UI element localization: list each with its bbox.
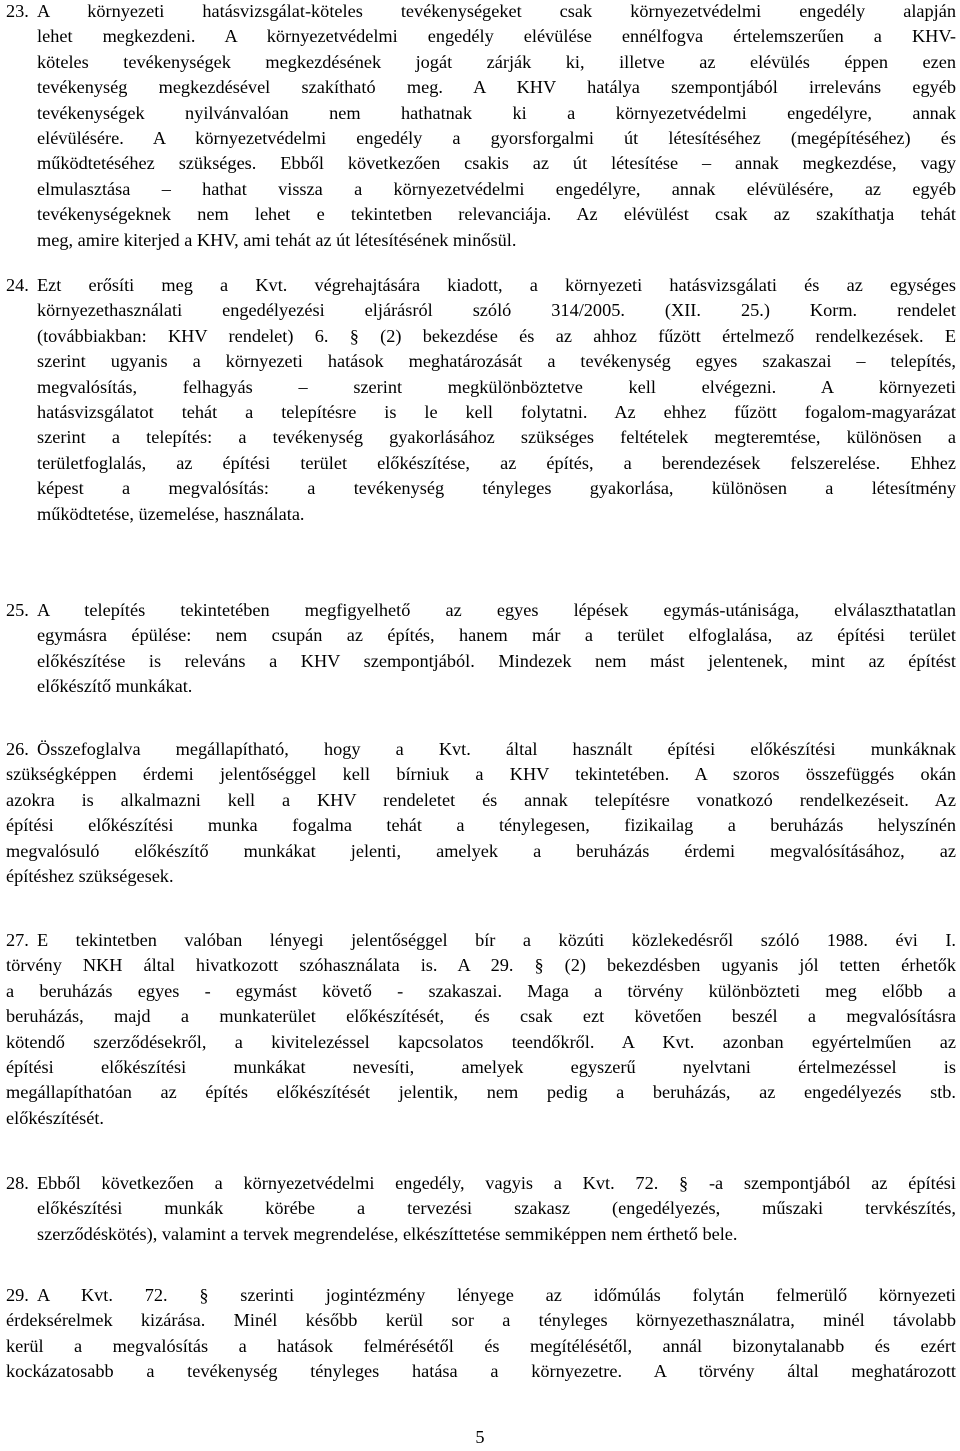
- text-line: működtetéséhez szükséges. Ebből következően csakis az út létesítése – annak megkezdése, vagy: [37, 153, 956, 174]
- text-line: szerződéskötés), valamint a tervek megrendelése, elkészíttetése semmiképpen nem érthető bele.: [37, 1223, 738, 1244]
- paragraph-number: 25.: [6, 600, 29, 620]
- text-line: építési előkészítési munkákat nevesíti, amelyek egyszerű nyelvtani értelmezéssel is: [6, 1057, 956, 1078]
- paragraph-number: 29.: [6, 1285, 29, 1305]
- text-line: azokra is alkalmazni kell a KHV rendeletet és annak telepítésre vonatkozó rendelkezéseit. Az: [6, 789, 956, 810]
- text-line: kockázatosabb a tevékenység tényleges hatása a környezetre. A törvény által meghatározott: [6, 1361, 956, 1382]
- text-line: elmulasztása – hathat vissza a környezetvédelmi engedélyre, annak elévülésére, az egyéb: [37, 178, 956, 199]
- paragraph-28: [6, 1171, 956, 1247]
- paragraph-number: 23.: [6, 1, 29, 21]
- text-line: Ezt erősíti meg a Kvt. végrehajtására kiadott, a környezeti hatásvizsgálati és az egységes: [37, 275, 956, 295]
- text-line: működtetése, üzemelése, használata.: [37, 503, 305, 524]
- text-line: Ebből következően a környezetvédelmi engedély, vagyis a Kvt. 72. § -a szempontjából az építési: [37, 1173, 956, 1193]
- paragraph-number: 24.: [6, 275, 29, 295]
- paragraph-27: [6, 928, 956, 1131]
- text-line: tevékenység megkezdésével szakítható meg. A KHV hatálya szempontjából irreleváns egyéb: [37, 77, 956, 98]
- text-line: építési előkészítési munka fogalma tehát a ténylegesen, fizikailag a beruházás helyszínén: [6, 815, 956, 836]
- text-line: területfoglalás, az építési terület előkészítése, az építés, a berendezések felszerelése. Ehhez: [37, 452, 956, 473]
- text-line: előkészítő munkákat.: [37, 676, 193, 697]
- text-line: megállapíthatóan az építés előkészítését jelentik, nem pedig a beruházás, az engedélyezés stb.: [6, 1082, 956, 1103]
- text-line: egymásra épülése: nem csupán az építés, hanem már a terület elfoglalása, az építési terület: [37, 625, 956, 646]
- paragraph-29: [6, 1283, 956, 1385]
- text-line: A telepítés tekintetében megfigyelhető az egyes lépések egymás-utánisága, elválaszthatatlan: [37, 600, 956, 620]
- text-line: előkészítési munkák körébe a tervezési szakasz (engedélyezés, műszaki tervkészítés,: [37, 1198, 956, 1219]
- text-line: meg, amire kiterjed a KHV, ami tehát az út létesítésének minősül.: [37, 229, 517, 250]
- paragraph-23: [6, 0, 956, 253]
- paragraph-number: 28.: [6, 1173, 29, 1193]
- text-line: szerint ugyanis a környezeti hatások meghatározását a tevékenység egyes szakaszai – telepítés,: [37, 351, 956, 372]
- paragraph-number: 27.: [6, 930, 29, 950]
- text-line: tevékenységeknek nem lehet e tekintetben relevanciája. Az elévülést csak az szakíthatja tehát: [37, 204, 956, 225]
- text-line: beruházás, majd a munkaterület előkészítését, és csak ezt követően beszél a megvalósításra: [6, 1006, 956, 1027]
- text-line: előkészítését.: [6, 1107, 104, 1128]
- text-line: törvény NKH által hivatkozott szóhasználata is. A 29. § (2) bekezdésben ugyanis jól tetten érhetők: [6, 955, 956, 976]
- paragraph-number: 26.: [6, 739, 29, 759]
- text-line: előkészítése is releváns a KHV szempontjából. Mindezek nem mást jelentenek, mint az építést: [37, 650, 956, 671]
- text-line: tevékenységek nyilvánvalóan nem hathatnak ki a környezetvédelmi engedélyre, annak: [37, 102, 956, 123]
- page-number: 5: [475, 1427, 485, 1447]
- text-line: köteles tevékenységek megkezdésének jogát zárják ki, illetve az elévülés éppen ezen: [37, 51, 956, 72]
- text-line: hatásvizsgálatot tehát a telepítésre is le kell folytatni. Az ehhez fűzött fogalom-magyarázat: [37, 402, 956, 423]
- text-line: képest a megvalósítás: a tevékenység tényleges gyakorlása, különösen a létesítmény: [37, 478, 956, 499]
- text-line: szerint a telepítés: a tevékenység gyakorlásához szükséges feltételek megteremtése, különösen a: [37, 427, 956, 448]
- text-line: megvalósítás, felhagyás – szerint megkülönböztetve kell elvégezni. A környezeti: [37, 376, 956, 397]
- text-line: kötendő szerződésekről, a kivitelezéssel kapcsolatos teendőkről. A Kvt. azonban egyértelműen az: [6, 1031, 956, 1052]
- paragraph-24: [6, 273, 956, 527]
- text-line: építéshez szükségesek.: [6, 866, 174, 887]
- text-line: elévülésére. A környezetvédelmi engedély a gyorsforgalmi út létesítéséhez (megépítéséhez) és: [37, 128, 956, 149]
- text-line: A környezeti hatásvizsgálat-köteles tevékenységeket csak környezetvédelmi engedély alapján: [37, 1, 956, 21]
- text-line: E tekintetben valóban lényegi jelentőséggel bír a közúti közlekedésről szóló 1988. évi I.: [37, 930, 956, 950]
- text-line: érdeksérelmek kizárása. Minél később kerül sor a tényleges környezethasználatra, minél távolabb: [6, 1310, 956, 1331]
- text-line: szükségképpen érdemi jelentőséggel kell bírniuk a KHV tekintetében. A szoros összefüggés okán: [6, 764, 956, 785]
- text-line: a beruházás egyes - egymást követő - szakaszai. Maga a törvény különbözteti meg előbb a: [6, 980, 956, 1001]
- text-line: környezethasználati engedélyezési eljárásról szóló 314/2005. (XII. 25.) Korm. rendelet: [37, 300, 956, 321]
- text-line: (továbbiakban: KHV rendelet) 6. § (2) bekezdése és az ahhoz fűzött értelmező rendelkezések. E: [37, 325, 956, 346]
- paragraph-26: [6, 737, 956, 889]
- text-line: kerül a megvalósítás a hatások felmérésétől és megítélésétől, annál bizonytalanabb és ezért: [6, 1335, 956, 1356]
- text-line: megvalósuló előkészítő munkákat jelenti, amelyek a beruházás érdemi megvalósításához, az: [6, 840, 956, 861]
- paragraph-25: [6, 598, 956, 700]
- text-line: Összefoglalva megállapítható, hogy a Kvt. által használt építési előkészítési munkáknak: [37, 739, 956, 759]
- text-line: lehet megkezdeni. A környezetvédelmi engedély elévülése ennélfogva értelemszerűen a KHV-: [37, 26, 956, 47]
- text-line: A Kvt. 72. § szerinti jogintézmény lényege az időmúlás folytán felmerülő környezeti: [37, 1285, 956, 1305]
